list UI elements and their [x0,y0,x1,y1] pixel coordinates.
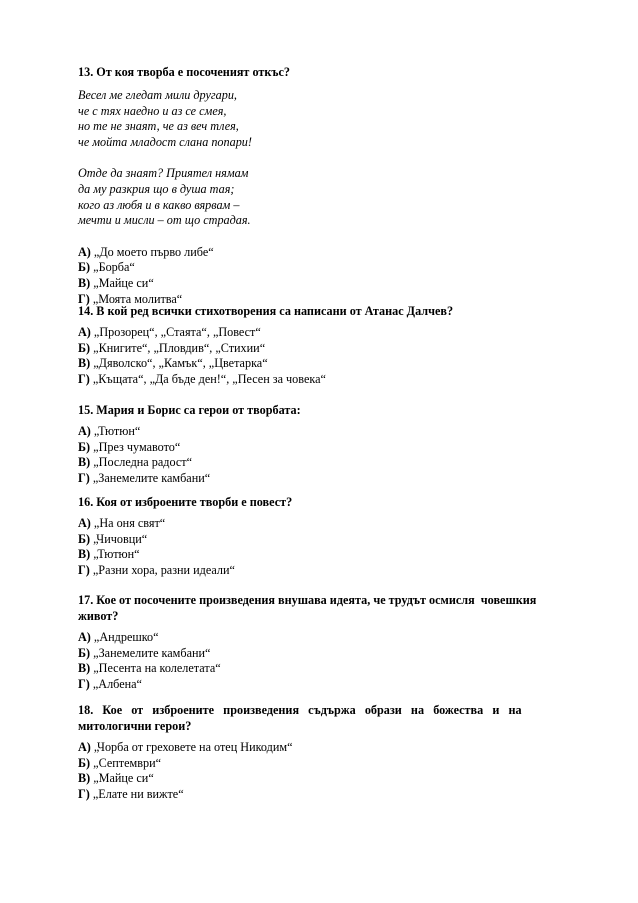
answer-option[interactable] [78,245,560,261]
option-letter: Г) [78,786,90,801]
question-text: 17. Кое от посочените произведения внушава идеята, че трудът осмисля човешкия [78,593,537,607]
answer-option[interactable] [78,630,560,646]
question-text-continued: живот? [78,609,119,623]
option-letter: Г) [78,470,90,485]
option-text: „Прозорец“, „Стаята“, „Повест“ [93,325,261,339]
answer-option[interactable] [78,787,560,803]
answer-options [78,325,560,387]
option-text: „Септември“ [93,755,162,770]
option-text: „Занемелите камбани“ [93,645,211,660]
question-18 [78,702,560,802]
option-letter: Г) [78,291,90,306]
answer-option[interactable] [78,646,560,662]
poem-line: кого аз любя и в какво вярвам – [78,197,240,212]
option-text: „Албена“ [92,676,142,691]
option-text: „Последна радост“ [93,455,193,470]
option-text: „Занемелите камбани“ [92,470,211,485]
answer-option[interactable] [78,260,560,276]
option-letter: Г) [78,371,90,386]
question-text-continued: митологични герои? [78,719,192,733]
answer-option[interactable] [78,372,560,388]
option-text: „Моята молитва“ [92,291,183,306]
question-13 [78,64,560,307]
option-letter: А) [78,244,91,259]
option-text: „Тютюн“ [93,547,140,562]
option-text: „Чорба от греховете на отец Никодим“ [93,740,293,754]
option-letter: Б) [78,645,91,660]
poem-line: че мойта младост слана попари! [78,134,252,149]
option-text: „През чумавото“ [93,439,181,454]
answer-option[interactable] [78,516,560,532]
answer-option[interactable] [78,424,560,440]
question-text: 18. Кое от изброените произведения съдържа образи на божества и на [78,703,522,717]
option-text: „Книгите“, „Пловдив“, „Стихии“ [93,340,266,355]
option-text: „Борба“ [93,260,135,275]
option-letter: В) [78,455,91,470]
option-letter: Б) [78,260,91,275]
option-letter: Б) [78,755,91,770]
answer-options [78,630,560,692]
option-text: „Къщата“, „Да бъде ден!“, „Песен за човека“ [92,371,326,386]
answer-option[interactable] [78,547,560,563]
answer-option[interactable] [78,455,560,471]
option-text: „На оня свят“ [93,516,166,530]
option-text: „Разни хора, разни идеали“ [92,562,235,577]
option-text: „Песента на колелетата“ [93,661,221,676]
option-text: „До моето първо либе“ [93,244,214,259]
option-text: „Майце си“ [93,771,154,786]
answer-option[interactable] [78,677,560,693]
answer-options [78,245,560,307]
option-letter: Г) [78,676,90,691]
answer-option[interactable] [78,532,560,548]
option-text: „Майце си“ [93,275,154,290]
question-15 [78,402,560,486]
answer-options [78,516,560,578]
question-17 [78,592,560,692]
answer-option[interactable] [78,771,560,787]
option-letter: В) [78,771,91,786]
answer-option[interactable] [78,341,560,357]
answer-options [78,424,560,486]
poem-line: мечти и мисли – от що страдая. [78,213,251,228]
poem-line: че с тях наедно и аз се смея, [78,103,227,118]
poem-line: да му разкрия що в душа тая; [78,181,235,196]
answer-option[interactable] [78,440,560,456]
option-letter: В) [78,547,91,562]
answer-option[interactable] [78,740,560,756]
option-letter: В) [78,661,91,676]
option-letter: В) [78,356,91,371]
answer-option[interactable] [78,661,560,677]
answer-option[interactable] [78,563,560,579]
option-letter: А) [78,516,91,530]
option-text: „Чичовци“ [93,531,148,546]
option-letter: А) [78,630,91,644]
answer-option[interactable] [78,325,560,341]
question-text: 15. Мария и Борис са герои от творбата: [78,403,301,417]
question-16 [78,494,560,578]
poem-line: но те не знаят, че аз веч тлея, [78,119,239,134]
option-letter: А) [78,740,91,754]
option-letter: А) [78,424,91,438]
answer-option[interactable] [78,756,560,772]
option-text: „Елате ни вижте“ [92,786,184,801]
poem-stanza [78,88,560,150]
option-text: „Тютюн“ [93,424,141,438]
answer-option[interactable] [78,471,560,487]
option-text: „Дяволско“, „Камък“, „Цветарка“ [93,356,268,371]
option-letter: В) [78,275,91,290]
poem-stanza [78,166,560,228]
poem-line: Весел ме гледат мили другари, [78,88,237,102]
option-text: „Андрешко“ [93,630,159,644]
poem-line: Отде да знаят? Приятел нямам [78,166,249,181]
option-letter: Б) [78,531,91,546]
option-letter: Б) [78,340,91,355]
answer-option[interactable] [78,276,560,292]
answer-options [78,740,560,802]
option-letter: Б) [78,439,91,454]
option-letter: А) [78,325,91,339]
option-letter: Г) [78,562,90,577]
question-14 [78,303,560,387]
question-text: 16. Коя от изброените творби е повест? [78,495,293,509]
question-text: 14. В кой ред всички стихотворения са написани от Атанас Далчев? [78,304,454,318]
question-text: 13. От коя творба е посоченият откъс? [78,65,291,79]
answer-option[interactable] [78,356,560,372]
